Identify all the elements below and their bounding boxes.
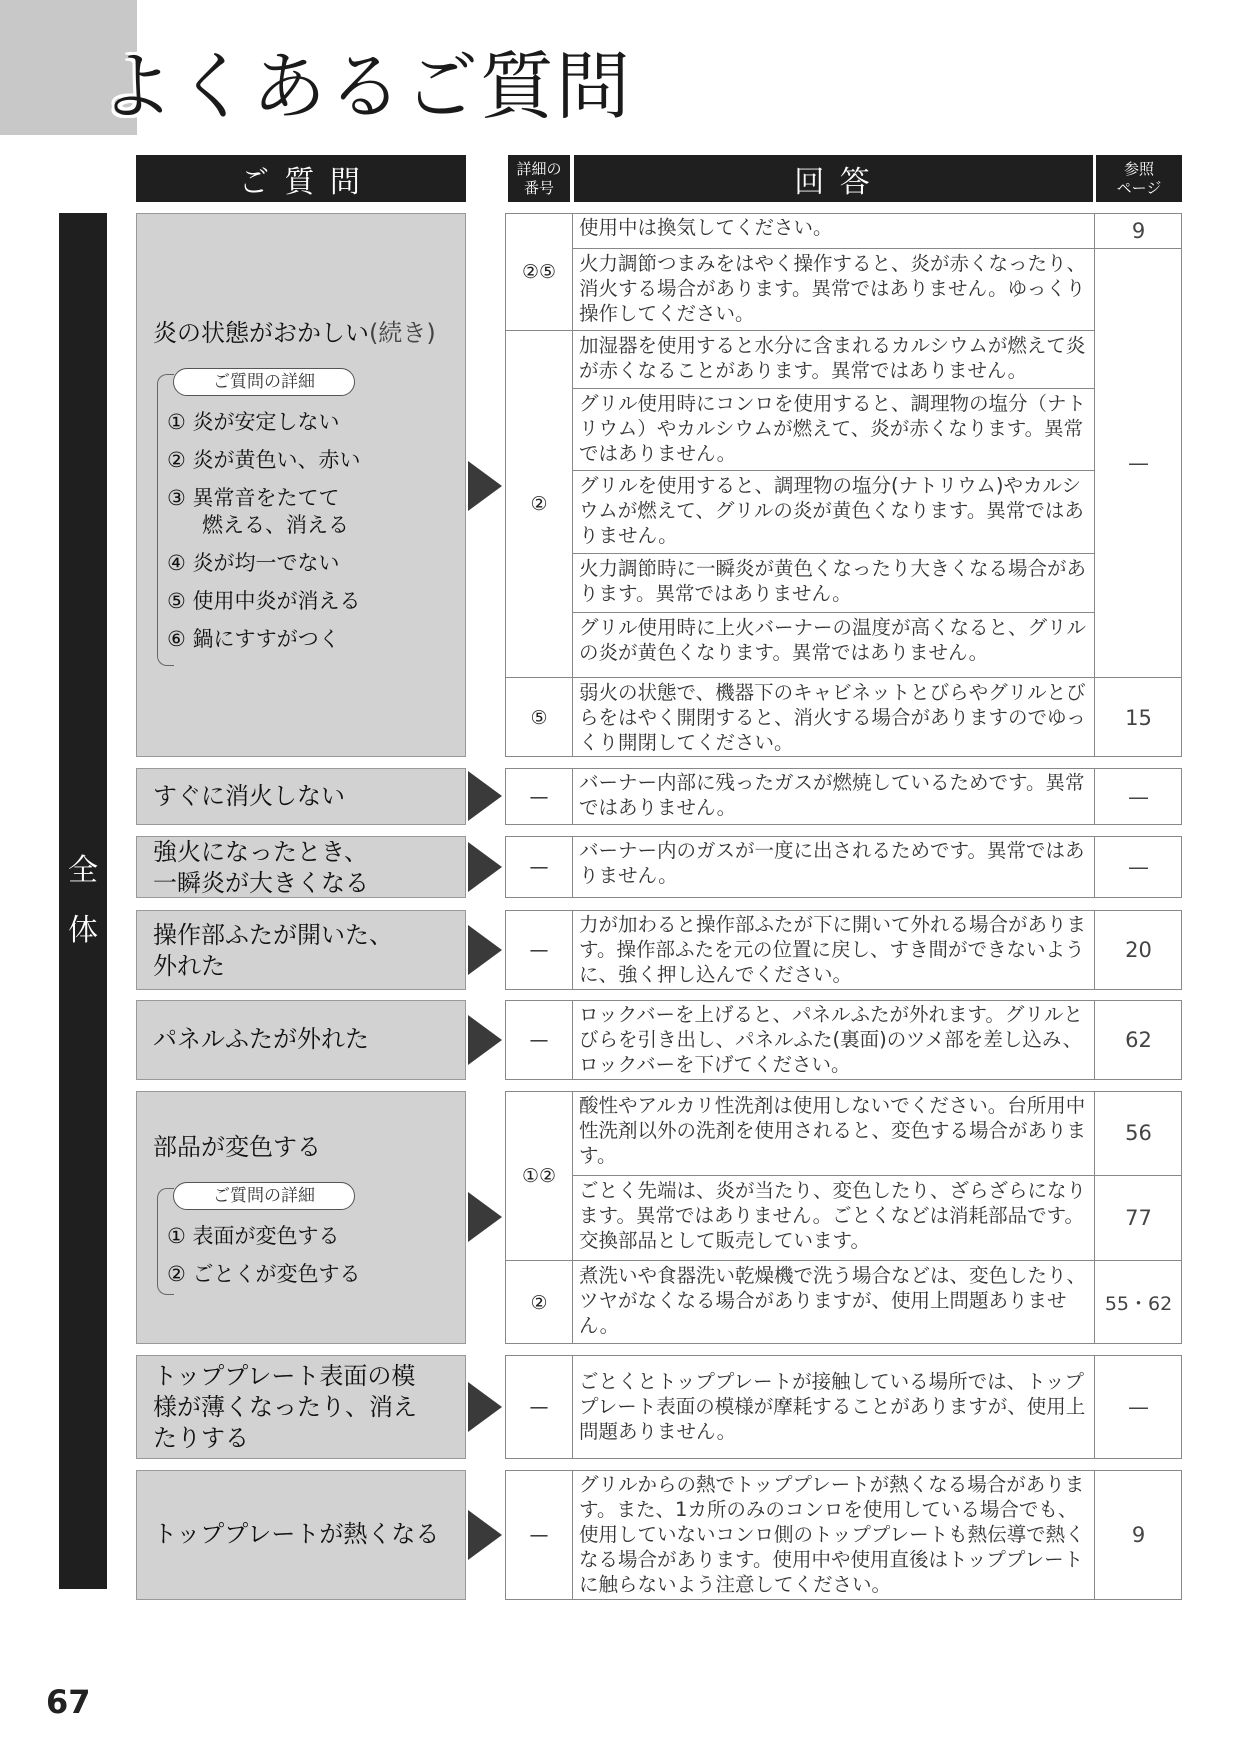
answer-text: バーナー内のガスが一度に出されるためです。異常ではありません。 [572,836,1094,898]
arrow-icon [468,461,502,511]
question-line: 一瞬炎が大きくなる [153,869,369,897]
header-answer-label: 回 答 [794,164,873,200]
header-question [136,155,466,202]
question-title-suffix: (続き) [369,319,436,347]
detail-number: — [529,1524,549,1546]
answer-text: グリルを使用すると、調理物の塩分(ナトリウム)やカルシウムが燃えて、グリルの炎が黄色くなります。異常ではありません。 [572,470,1094,553]
question-line: たりする [153,1424,249,1452]
reference-page: 56 [1094,1091,1182,1175]
detail-number: — [529,856,549,878]
question-box-pattern-fade [136,1355,466,1459]
header-question-label: ご 質 問 [238,164,364,200]
arrow-icon [468,925,502,975]
answer-text: バーナー内部に残ったガスが燃焼しているためです。異常ではありません。 [572,768,1094,825]
answer-text: 煮洗いや食器洗い乾燥機で洗う場合などは、変色したり、ツヤがなくなる場合がありますが、使用上問題ありません。 [572,1260,1094,1344]
arrow-icon [468,1510,502,1560]
question-line: 外れた [153,952,225,980]
answer-text: グリル使用時にコンロを使用すると、調理物の塩分（ナトリウム）やカルシウムが燃えて、炎が赤くなります。異常ではありません。 [572,388,1094,470]
arrow-icon [468,1192,502,1242]
reference-page: 9 [1094,1470,1182,1600]
question-title: すぐに消火しない [153,782,345,810]
question-line: 操作部ふたが開いた、 [153,921,393,949]
detail-item: ⑤ 使用中炎が消える [167,589,361,613]
answer-text: グリルからの熱でトッププレートが熱くなる場合があります。また、1カ所のみのコンロを使用している場合でも、使用していないコンロ側のトッププレートも熱伝導で熱くなる場合があります。使用中や使用直後はトッププレートに触らないよう注意してください。 [572,1470,1094,1600]
question-title [153,1361,417,1454]
header-ref-line2: ページ [1116,178,1162,197]
header-detail-number [508,155,570,202]
answer-text: 力が加わると操作部ふたが下に開いて外れる場合があります。操作部ふたを元の位置に戻し、すき間ができないように、強く押し込んでください。 [572,910,1094,990]
answer-text: 酸性やアルカリ性洗剤は使用しないでください。台所用中性洗剤以外の洗剤を使用されると、変色する場合があります。 [572,1091,1094,1175]
arrow-icon [468,1382,502,1432]
header-detail-line2: 番号 [523,178,554,197]
detail-item: ⑥ 鍋にすすがつく [167,627,340,651]
detail-number: — [529,939,549,961]
question-title-text: 炎の状態がおかしい [153,319,369,347]
page-title: よくあるご質問 [100,44,632,130]
header-ref-line1: 参照 [1123,159,1154,178]
detail-item: ② ごとくが変色する [167,1262,361,1286]
detail-item: ② 炎が黄色い、赤い [167,448,361,472]
detail-item: ③ 異常音をたてて [167,486,340,510]
arrow-icon [468,1015,502,1065]
question-box-no-extinguish [136,768,466,825]
reference-page: 15 [1094,677,1182,757]
reference-page: 77 [1094,1175,1182,1260]
detail-item: ④ 炎が均一でない [167,551,340,575]
category-sidebar [59,213,107,1589]
arrow-icon [468,842,502,892]
answer-text: ロックバーを上げると、パネルふたが外れます。グリルとびらを引き出し、パネルふた(裏面)のツメ部を差し込み、ロックバーを下げてください。 [572,1000,1094,1080]
question-title [153,318,436,349]
answer-text: 加湿器を使用すると水分に含まれるカルシウムが燃えて炎が赤くなることがあります。異常ではありません。 [572,330,1094,388]
detail-number: ①② [521,1164,557,1187]
detail-number: — [529,785,549,808]
detail-number: — [529,1396,549,1418]
answer-text: グリル使用時に上火バーナーの温度が高くなると、グリルの炎が黄色くなります。異常ではありません。 [572,612,1094,677]
header-answer [574,155,1093,202]
question-line: トッププレート表面の模 [153,1362,416,1390]
question-box-discolor [136,1091,466,1344]
answer-text: 火力調節つまみをはやく操作すると、炎が赤くなったり、消火する場合があります。異常ではありません。ゆっくり操作してください。 [572,248,1094,330]
page-number: 67 [46,1683,91,1721]
detail-number: ② [505,330,573,677]
reference-page: 20 [1094,910,1182,990]
reference-page: — [1094,836,1182,898]
arrow-icon [468,771,502,821]
question-box-panel-lid [136,1000,466,1080]
header-detail-line1: 詳細の [516,159,562,178]
question-box-hot-top [136,1470,466,1600]
detail-item: ① 表面が変色する [167,1224,340,1248]
question-box-high-flame [136,836,466,898]
detail-item: ① 炎が安定しない [167,410,340,434]
answer-text: 使用中は換気してください。 [572,213,1094,248]
question-line: 様が薄くなったり、消え [153,1393,417,1421]
question-box-panel-cover [136,910,466,990]
question-title: トッププレートが熱くなる [153,1520,440,1548]
reference-page: 55・62 [1094,1260,1182,1344]
detail-label: ご質問の詳細 [173,368,355,396]
question-box-flame-state [136,213,466,757]
reference-page: — [1094,768,1182,825]
reference-page: — [1094,1355,1182,1459]
question-title: パネルふたが外れた [153,1025,369,1053]
category-char-1: 全 [68,853,98,888]
question-title: 部品が変色する [153,1133,321,1161]
reference-page: 62 [1094,1000,1182,1080]
reference-page: — [1094,248,1182,677]
detail-item: 燃える、消える [202,513,349,537]
question-title [153,920,393,982]
category-char-2: 体 [68,913,98,948]
header-ref-page [1096,155,1182,202]
answer-text: ごとくとトッププレートが接触している場所では、トッププレート表面の模様が摩耗することがありますが、使用上問題ありません。 [572,1355,1094,1459]
reference-page: 9 [1094,213,1182,248]
detail-label: ご質問の詳細 [173,1182,355,1210]
answer-text: 弱火の状態で、機器下のキャビネットとびらやグリルとびらをはやく開閉すると、消火する場合がありますのでゆっくり開閉してください。 [572,677,1094,757]
detail-number: ②⑤ [521,260,557,283]
detail-number: ② [505,1260,573,1344]
question-line: 強火になったとき、 [153,838,369,866]
question-title [153,837,369,899]
answer-text: ごとく先端は、炎が当たり、変色したり、ざらざらになります。異常ではありません。ごとくなどは消耗部品です。交換部品として販売しています。 [572,1175,1094,1260]
detail-number: — [529,1029,549,1051]
detail-number: ⑤ [505,677,573,757]
answer-text: 火力調節時に一瞬炎が黄色くなったり大きくなる場合があります。異常ではありません。 [572,553,1094,612]
